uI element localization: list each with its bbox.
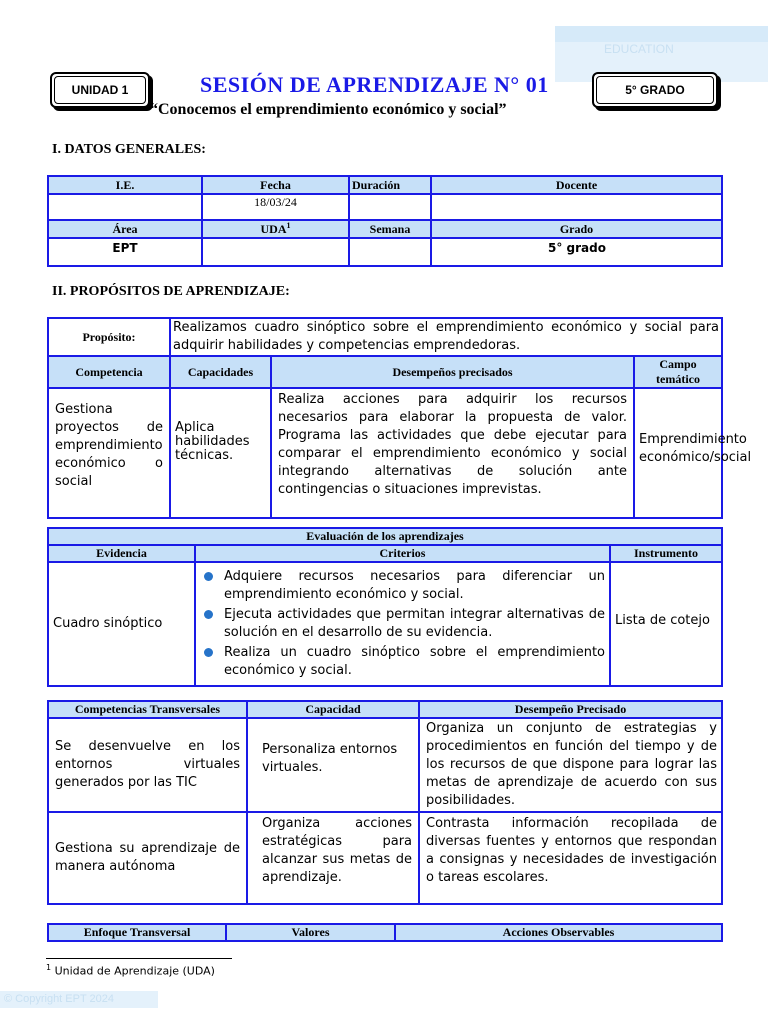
header-semana: Semana (349, 220, 431, 238)
capacidades-text: Aplica habilidades técnicas. (170, 388, 271, 518)
value-docente (431, 194, 722, 220)
enfoque-table (47, 923, 723, 942)
grade-badge (592, 72, 718, 108)
header-duracion: Duración (349, 176, 431, 194)
criterio-item (200, 606, 605, 642)
header-competencia: Competencia (48, 356, 170, 388)
watermark-band-top-strip (555, 26, 768, 42)
header-uda-label: UDA (260, 222, 287, 236)
section-heading-propositos: II. PROPÓSITOS DE APRENDIZAJE: (52, 284, 290, 299)
bullet-icon (204, 572, 213, 581)
footnote-divider (46, 958, 232, 959)
criterios-list (200, 568, 605, 680)
grade-label: 5° GRADO (625, 83, 685, 97)
footnote (46, 963, 215, 978)
purpose-text: Realizamos cuadro sinóptico sobre el emprendimiento económico y social para adquirir habilidades y competencias emprendedoras. (170, 318, 722, 356)
header-grado: Grado (431, 220, 722, 238)
header-desempeno-precisado: Desempeño Precisado (419, 701, 722, 718)
value-ie (48, 194, 202, 220)
header-desempenos: Desempeños precisados (271, 356, 634, 388)
uda-footnote-ref: 1 (286, 221, 291, 230)
header-fecha: Fecha (202, 176, 349, 194)
bullet-icon (204, 610, 213, 619)
evaluation-title: Evaluación de los aprendizajes (48, 528, 722, 545)
evidencia-text: Cuadro sinóptico (48, 562, 195, 686)
header-competencias-transversales: Competencias Transversales (48, 701, 247, 718)
transversal-capacidad-2: Organiza acciones estratégicas para alcanzar sus metas de aprendizaje. (247, 812, 419, 904)
criterio-text: Ejecuta actividades que permitan integrar alternativas de solución en el desarrollo de su evidencia. (224, 607, 605, 640)
header-campo: Campo temático (634, 356, 722, 388)
transversal-table (47, 700, 723, 905)
criterio-item (200, 644, 605, 680)
transversal-competencia-1: Se desenvuelve en los entornos virtuales generados por las TIC (48, 718, 247, 812)
value-semana (349, 238, 431, 266)
evaluation-table (47, 527, 723, 687)
header-uda (202, 220, 349, 238)
campo-text: Emprendimiento económico/social (634, 388, 722, 518)
header-acciones: Acciones Observables (395, 924, 722, 941)
competencia-text: Gestiona proyectos de emprendimiento económico o social (48, 388, 170, 518)
bullet-icon (204, 648, 213, 657)
header-capacidades: Capacidades (170, 356, 271, 388)
purpose-table (47, 317, 752, 519)
transversal-competencia-2: Gestiona su aprendizaje de manera autónoma (48, 812, 247, 904)
transversal-desempeno-1: Organiza un conjunto de estrategias y procedimientos en función del tiempo y de los recursos de que dispone para lograr las metas de aprendizaje de acuerdo con sus posibilidades. (419, 718, 722, 812)
header-criterios: Criterios (195, 545, 610, 562)
header-ie: I.E. (48, 176, 202, 194)
watermark-text-bottom: © Copyright EPT 2024 (0, 991, 158, 1008)
header-enfoque: Enfoque Transversal (48, 924, 226, 941)
unit-label: UNIDAD 1 (71, 83, 129, 97)
criterio-item (200, 568, 605, 604)
instrumento-text: Lista de cotejo (610, 562, 722, 686)
transversal-desempeno-2: Contrasta información recopilada de diversas fuentes y entornos que respondan a consignas y necesidades de investigación o tareas escolares. (419, 812, 722, 904)
general-data-table (47, 175, 723, 267)
header-instrumento: Instrumento (610, 545, 722, 562)
criterios-cell (195, 562, 610, 686)
purpose-label: Propósito: (48, 318, 170, 356)
value-fecha: 18/03/24 (202, 194, 349, 220)
header-capacidad: Capacidad (247, 701, 419, 718)
session-subtitle: “Conocemos el emprendimiento económico y social” (150, 101, 507, 118)
criterio-text: Realiza un cuadro sinóptico sobre el emprendimiento económico y social. (224, 645, 605, 678)
header-area: Área (48, 220, 202, 238)
value-uda (202, 238, 349, 266)
value-grado: 5° grado (431, 238, 722, 266)
criterio-text: Adquiere recursos necesarios para diferenciar un emprendimiento económico y social. (224, 569, 605, 602)
transversal-capacidad-1: Personaliza entornos virtuales. (247, 718, 419, 812)
page-title: SESIÓN DE APRENDIZAJE N° 01 (200, 72, 549, 97)
desempenos-text: Realiza acciones para adquirir los recursos necesarios para elaborar la propuesta de valor. Programa las actividades que debe ejecutar para comparar el emprendimiento económico y social integrando alternativas de solución ante contingencias o situaciones imprevistas. (271, 388, 634, 518)
header-valores: Valores (226, 924, 395, 941)
watermark-text-top: EDUCATION (604, 42, 674, 56)
footnote-text: Unidad de Aprendizaje (UDA) (51, 964, 215, 978)
footnote-mark: 1 (46, 963, 52, 972)
value-area: EPT (48, 238, 202, 266)
header-evidencia: Evidencia (48, 545, 195, 562)
unit-badge (50, 72, 150, 108)
section-heading-datos: I. DATOS GENERALES: (52, 142, 206, 157)
value-duracion (349, 194, 431, 220)
header-docente: Docente (431, 176, 722, 194)
